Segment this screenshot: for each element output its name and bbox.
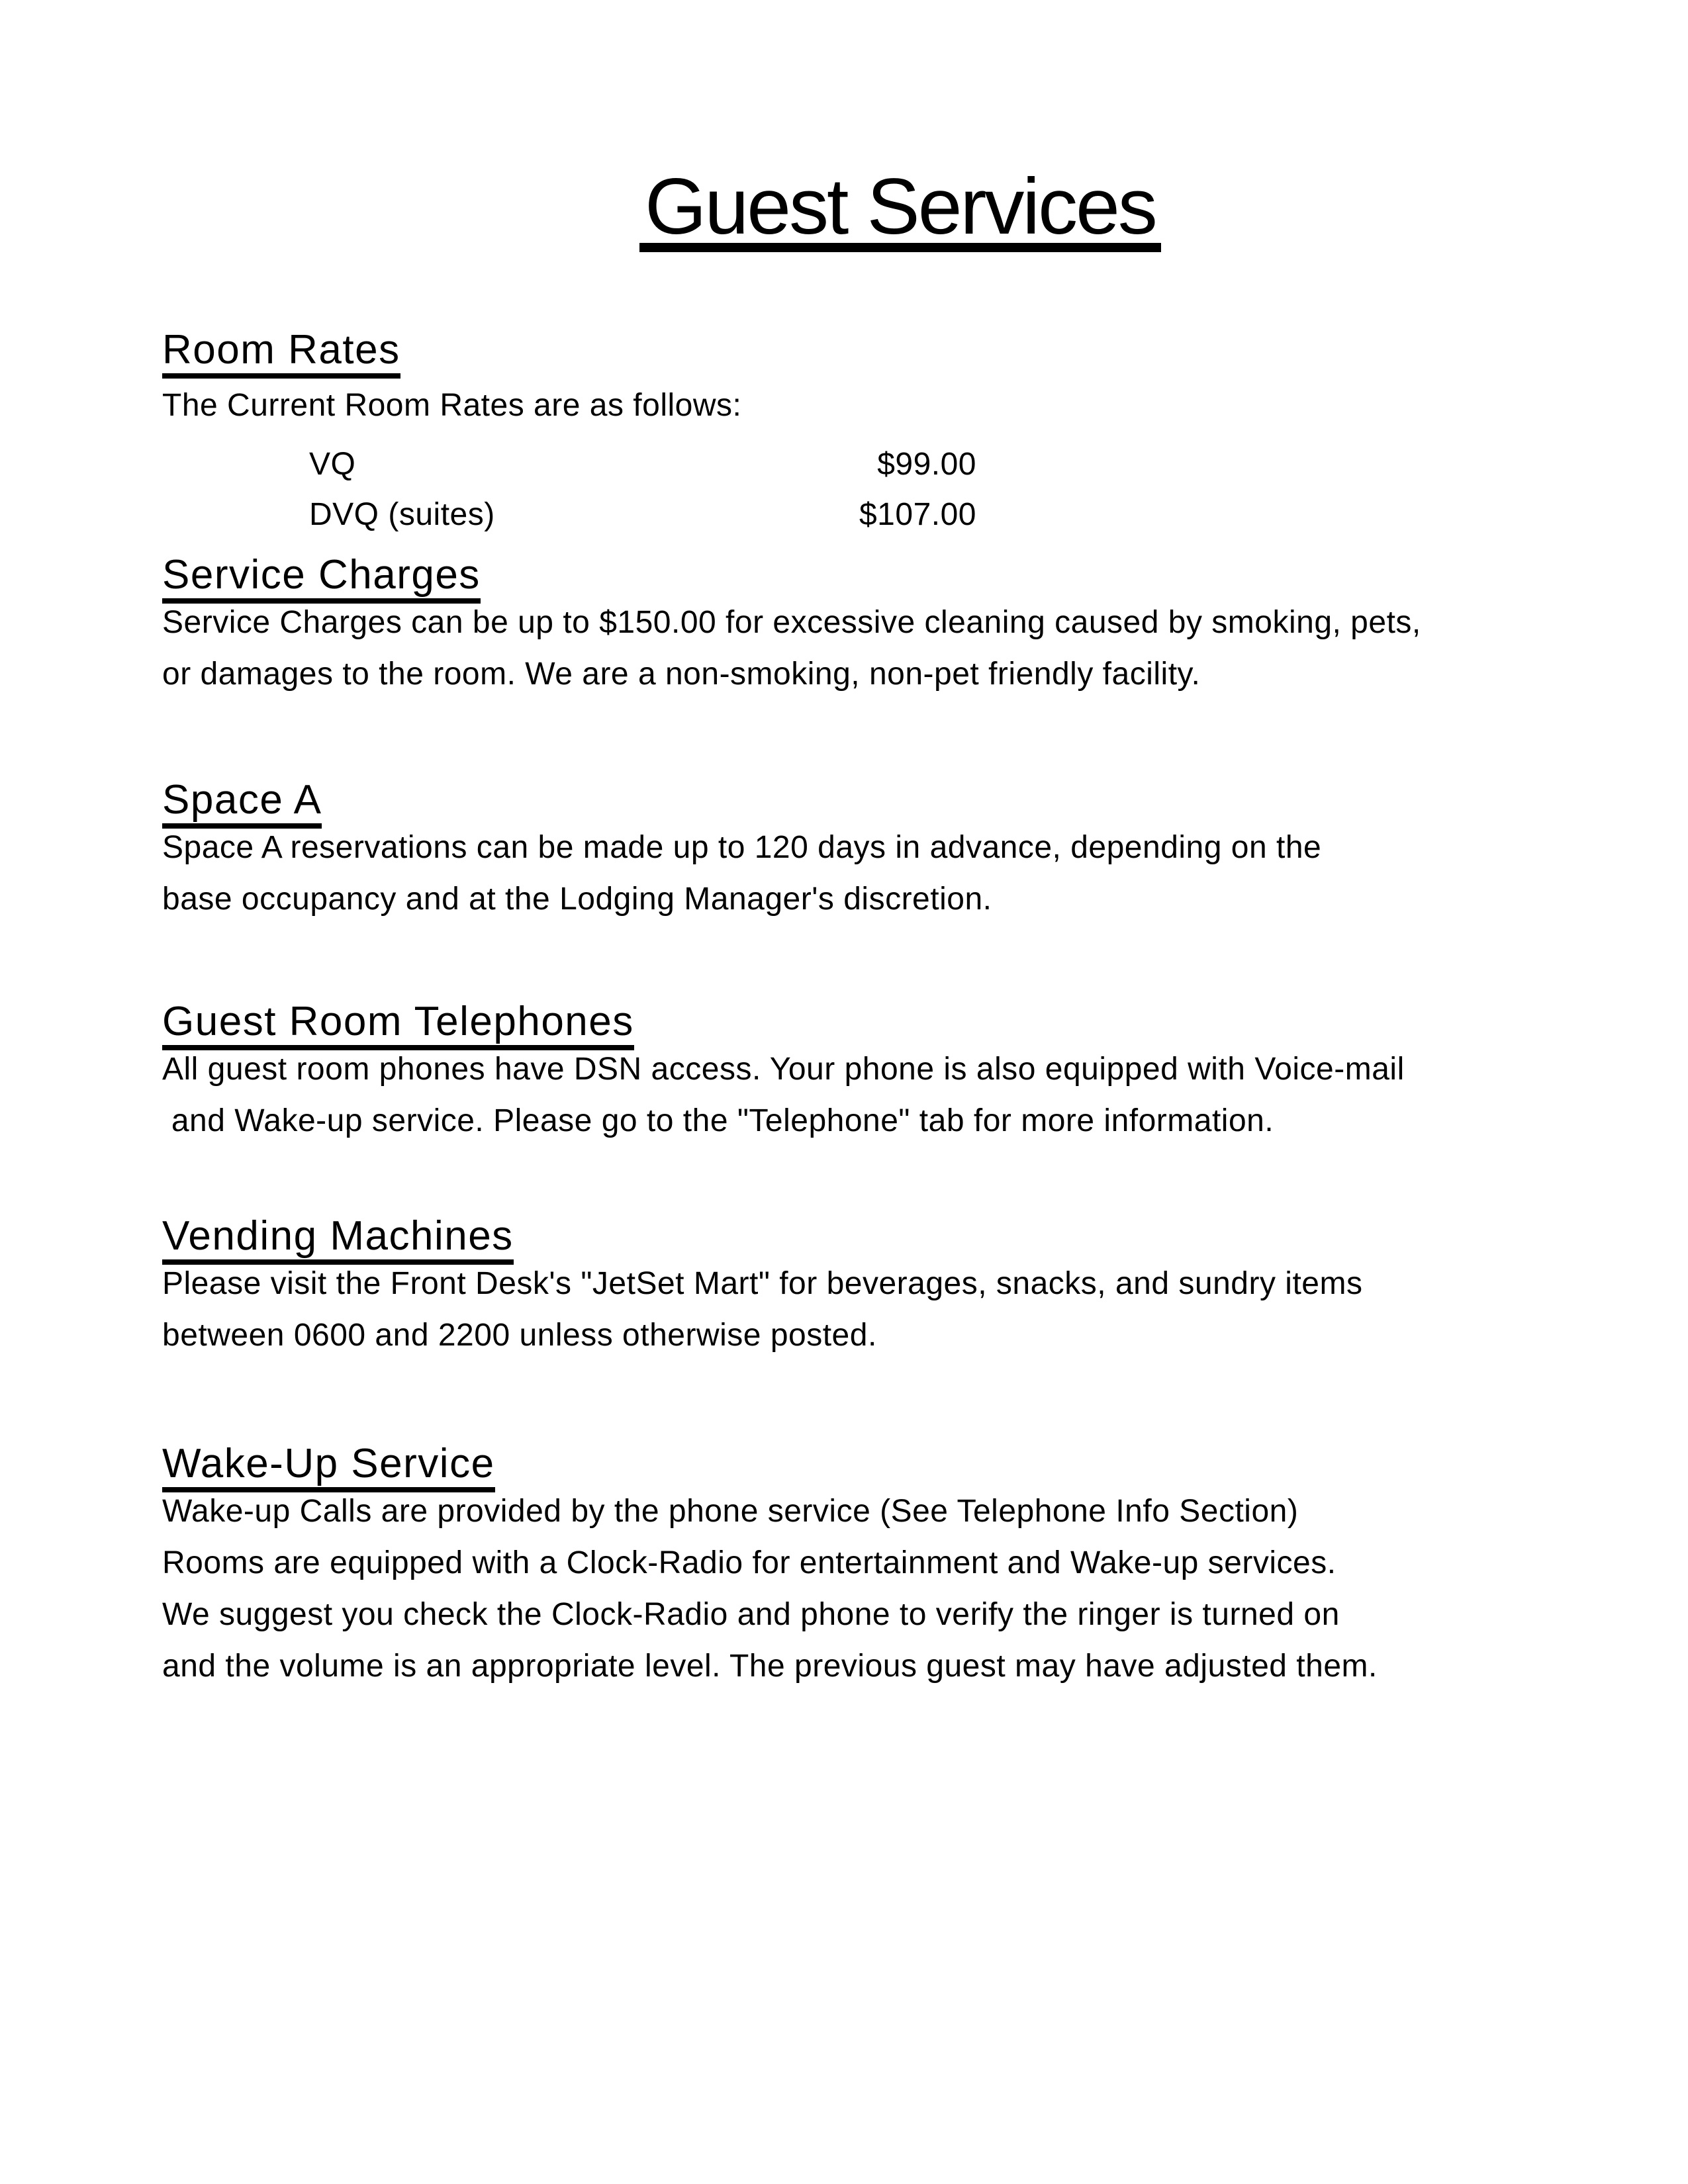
guest-room-telephones-heading: Guest Room Telephones xyxy=(162,999,634,1050)
service-charges-heading: Service Charges xyxy=(162,552,481,604)
paragraph-line: base occupancy and at the Lodging Manager's discretion. xyxy=(162,882,992,917)
paragraph-line: between 0600 and 2200 unless otherwise posted. xyxy=(162,1318,877,1353)
paragraph-line: Service Charges can be up to $150.00 for excessive cleaning caused by smoking, pets, xyxy=(162,605,1421,640)
rate-row xyxy=(162,439,976,490)
section-vending-machines xyxy=(162,1213,1566,1361)
rate-row xyxy=(162,490,976,540)
rate-price: $99.00 xyxy=(877,447,976,482)
paragraph-line: We suggest you check the Clock-Radio and phone to verify the ringer is turned on xyxy=(162,1597,1340,1632)
paragraph-line: Please visit the Front Desk's "JetSet Mart" for beverages, snacks, and sundry items xyxy=(162,1266,1363,1301)
section-guest-room-telephones xyxy=(162,999,1566,1147)
paragraph-line: and the volume is an appropriate level. The previous guest may have adjusted them. xyxy=(162,1649,1378,1684)
section-space-a xyxy=(162,777,1566,925)
paragraph-line: Wake-up Calls are provided by the phone service (See Telephone Info Section) xyxy=(162,1494,1299,1529)
paragraph-line: Rooms are equipped with a Clock-Radio for entertainment and Wake-up services. xyxy=(162,1545,1336,1580)
room-rates-heading: Room Rates xyxy=(162,327,400,379)
rate-label: VQ xyxy=(309,447,356,482)
room-rates-intro: The Current Room Rates are as follows: xyxy=(162,388,742,423)
paragraph-line: or damages to the room. We are a non-smoking, non-pet friendly facility. xyxy=(162,657,1201,692)
paragraph-line: All guest room phones have DSN access. Your phone is also equipped with Voice-mail xyxy=(162,1052,1405,1087)
page-title: Guest Services xyxy=(639,170,1161,252)
vending-machines-heading: Vending Machines xyxy=(162,1213,514,1265)
rate-price: $107.00 xyxy=(859,497,976,532)
section-service-charges xyxy=(162,552,1566,700)
section-wake-up-service xyxy=(162,1441,1566,1692)
document-body xyxy=(162,327,1566,1692)
title-block xyxy=(0,0,1688,252)
section-room-rates xyxy=(162,327,1566,540)
rate-label: DVQ (suites) xyxy=(309,497,495,532)
paragraph-line: and Wake-up service. Please go to the "Telephone" tab for more information. xyxy=(162,1103,1274,1138)
space-a-heading: Space A xyxy=(162,777,322,829)
paragraph-line: Space A reservations can be made up to 120 days in advance, depending on the xyxy=(162,830,1322,865)
wake-up-service-heading: Wake-Up Service xyxy=(162,1441,495,1492)
